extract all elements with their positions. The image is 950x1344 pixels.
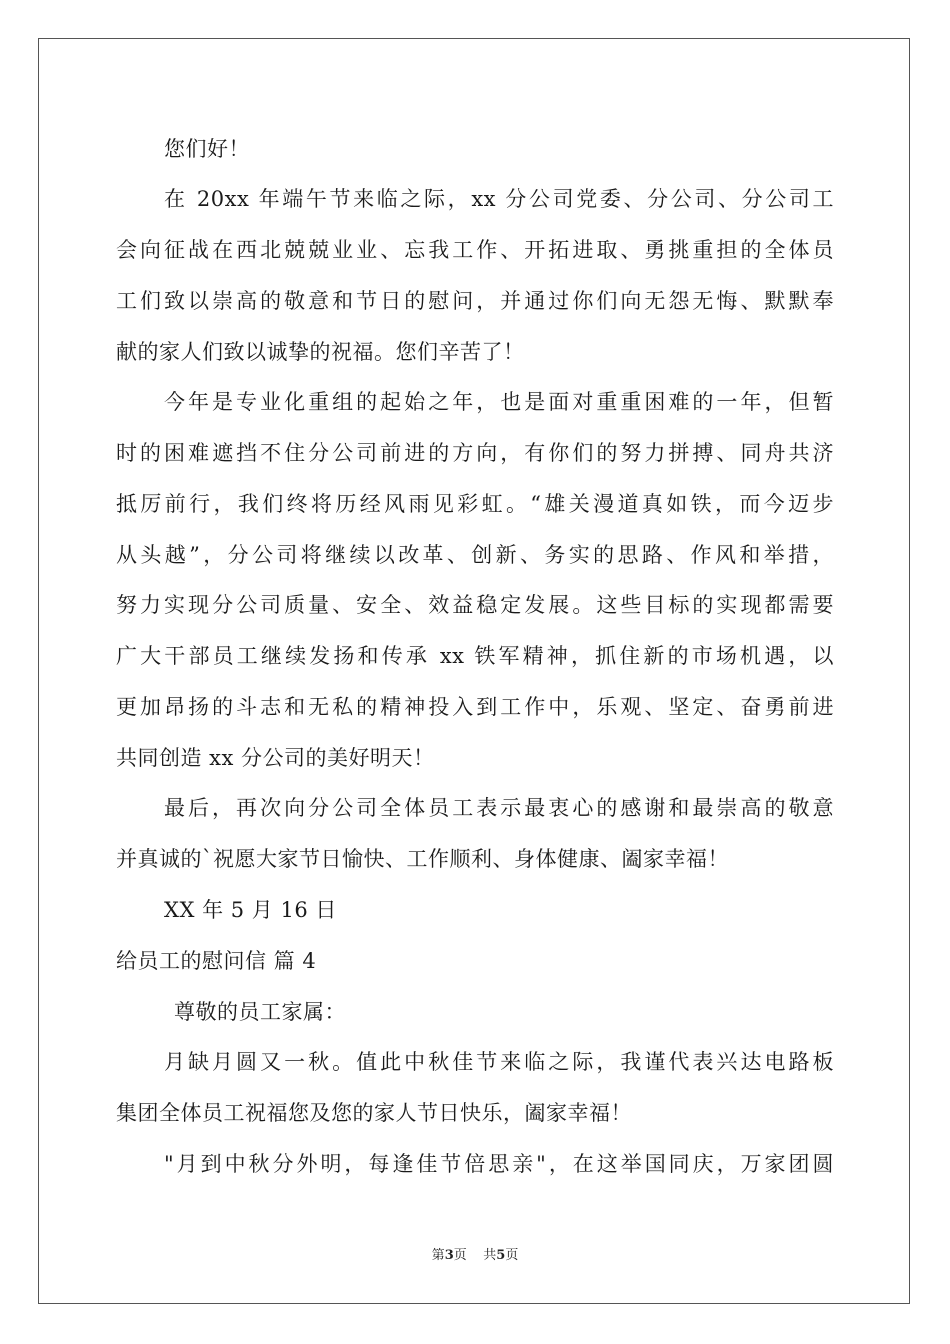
paragraph-2-line-5: 努力实现分公司质量、安全、效益稳定发展。这些目标的实现都需要: [116, 593, 834, 617]
paragraph-4-line-1: 月缺月圆又一秋。值此中秋佳节来临之际，我谨代表兴达电路板: [164, 1050, 834, 1074]
footer-prefix: 第: [431, 1248, 445, 1263]
footer-page-number: 3: [444, 1248, 454, 1263]
paragraph-2-line-2: 时的困难遮挡不住分公司前进的方向，有你们的努力拼搏、同舟共济: [116, 441, 834, 465]
paragraph-1-line-2: 会向征战在西北兢兢业业、忘我工作、开拓进取、勇挑重担的全体员: [116, 238, 834, 262]
paragraph-2-line-1: 今年是专业化重组的起始之年，也是面对重重困难的一年，但暂: [164, 390, 834, 414]
paragraph-1-line-4: 献的家人们致以诚挚的祝福。您们辛苦了！: [116, 340, 525, 364]
greeting: 您们好！: [164, 137, 250, 161]
paragraph-2-line-8: 共同创造 xx 分公司的美好明天！: [116, 746, 435, 770]
paragraph-2-line-4: 从头越”，分公司将继续以改革、创新、务实的思路、作风和举措，: [116, 543, 834, 567]
footer-suffix: 页: [505, 1248, 519, 1263]
paragraph-3-line-2: 并真诚的`祝愿大家节日愉快、工作顺利、身体健康、阖家幸福！: [116, 847, 729, 871]
salutation: 尊敬的员工家属：: [174, 1000, 346, 1024]
letter-date: XX 年 5 月 16 日: [164, 898, 337, 922]
section-heading: 给员工的慰问信 篇 4: [116, 949, 317, 973]
paragraph-1-line-3: 工们致以崇高的敬意和节日的慰问，并通过你们向无怨无悔、默默奉: [116, 289, 834, 313]
paragraph-1-line-1: 在 20xx 年端午节来临之际，xx 分公司党委、分公司、分公司工: [164, 187, 834, 211]
footer-mid: 页 共: [453, 1248, 497, 1263]
page-footer: [0, 1244, 950, 1263]
paragraph-4-line-2: 集团全体员工祝福您及您的家人节日快乐，阖家幸福！: [116, 1101, 632, 1125]
paragraph-2-line-6: 广大干部员工继续发扬和传承 xx 铁军精神，抓住新的市场机遇，以: [116, 644, 834, 668]
paragraph-2-line-3: 抵厉前行，我们终将历经风雨见彩虹。“雄关漫道真如铁，而今迈步: [116, 492, 834, 516]
paragraph-3-line-1: 最后，再次向分公司全体员工表示最衷心的感谢和最崇高的敬意: [164, 796, 834, 820]
paragraph-2-line-7: 更加昂扬的斗志和无私的精神投入到工作中，乐观、坚定、奋勇前进: [116, 695, 834, 719]
footer-page-total: 5: [496, 1248, 506, 1263]
paragraph-5-line-1: "月到中秋分外明，每逢佳节倍思亲"，在这举国同庆，万家团圆: [164, 1152, 834, 1176]
